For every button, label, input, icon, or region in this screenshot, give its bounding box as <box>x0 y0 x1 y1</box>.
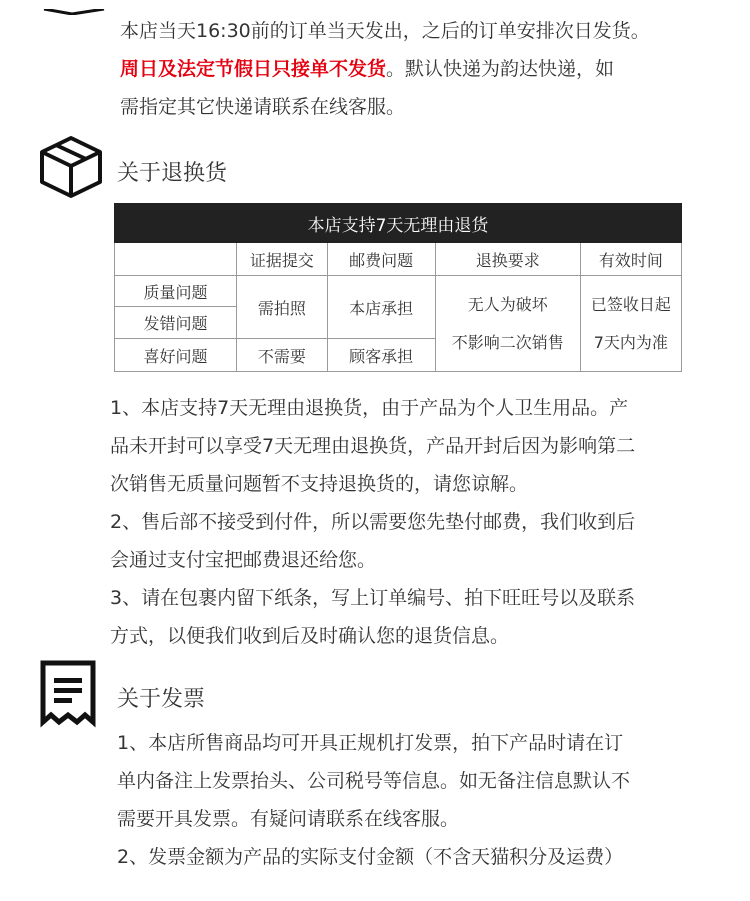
row-label-quality: 质量问题 <box>115 276 237 307</box>
evidence-photo: 需拍照 <box>237 276 327 339</box>
row-label-preference: 喜好问题 <box>115 339 237 372</box>
shipping-line-3: 需指定其它快递请联系在线客服。 <box>120 96 406 118</box>
returns-note-3-line-1: 3、请在包裹内留下纸条，写上订单编号、拍下旺旺号以及联系 <box>110 587 636 609</box>
returns-note-1-line-3: 次销售无质量问题暂不支持退换货的，请您谅解。 <box>110 473 529 495</box>
box-icon <box>36 130 106 200</box>
header-evidence: 证据提交 <box>237 243 327 276</box>
shipping-line-1: 本店当天16:30前的订单当天发出，之后的订单安排次日发货。 <box>120 20 650 42</box>
table-banner: 本店支持7天无理由退货 <box>115 204 682 243</box>
returns-note-3-line-2: 方式，以便我们收到后及时确认您的退货信息。 <box>110 625 510 647</box>
invoice-title: 关于发票 <box>117 687 206 712</box>
invoice-note-2-line-1: 2、发票金额为产品的实际支付金额（不含天猫积分及运费） <box>117 846 624 868</box>
table-corner <box>115 243 237 276</box>
returns-notes <box>110 389 635 655</box>
postage-customer: 顾客承担 <box>327 339 435 372</box>
evidence-none: 不需要 <box>237 339 327 372</box>
returns-title: 关于退换货 <box>117 161 228 186</box>
returns-note-1-line-1: 1、本店支持7天无理由退换货，由于产品为个人卫生用品。产 <box>110 397 629 419</box>
header-requirement: 退换要求 <box>435 243 580 276</box>
invoice-notes <box>117 724 630 876</box>
header-validity: 有效时间 <box>580 243 681 276</box>
top-partial-icon <box>42 0 112 6</box>
invoice-note-1-line-3: 需要开具发票。有疑问请联系在线客服。 <box>117 808 460 830</box>
shipping-line-2: 周日及法定节假日只接单不发货。默认快递为韵达快递，如 <box>120 58 615 80</box>
returns-note-1-line-2: 品未开封可以享受7天无理由退换货，产品开封后因为影响第二 <box>110 435 636 457</box>
postage-store: 本店承担 <box>327 276 435 339</box>
row-label-wrong-item: 发错问题 <box>115 307 237 339</box>
invoice-note-1-line-1: 1、本店所售商品均可开具正规机打发票，拍下产品时请在订 <box>117 732 624 754</box>
validity-period: 已签收日起 7天内为准 <box>580 276 681 372</box>
invoice-note-1-line-2: 单内备注上发票抬头、公司税号等信息。如无备注信息默认不 <box>117 770 631 792</box>
header-postage: 邮费问题 <box>327 243 435 276</box>
receipt-icon <box>40 660 96 728</box>
returns-note-2-line-2: 会通过支付宝把邮费退还给您。 <box>110 549 377 571</box>
returns-note-2-line-1: 2、售后部不接受到付件，所以需要您先垫付邮费，我们收到后 <box>110 511 636 533</box>
return-requirement: 无人为破坏 不影响二次销售 <box>435 276 580 372</box>
holiday-notice: 周日及法定节假日只接单不发货 <box>120 58 387 80</box>
returns-policy-table <box>114 203 682 372</box>
shipping-notice <box>120 12 650 126</box>
